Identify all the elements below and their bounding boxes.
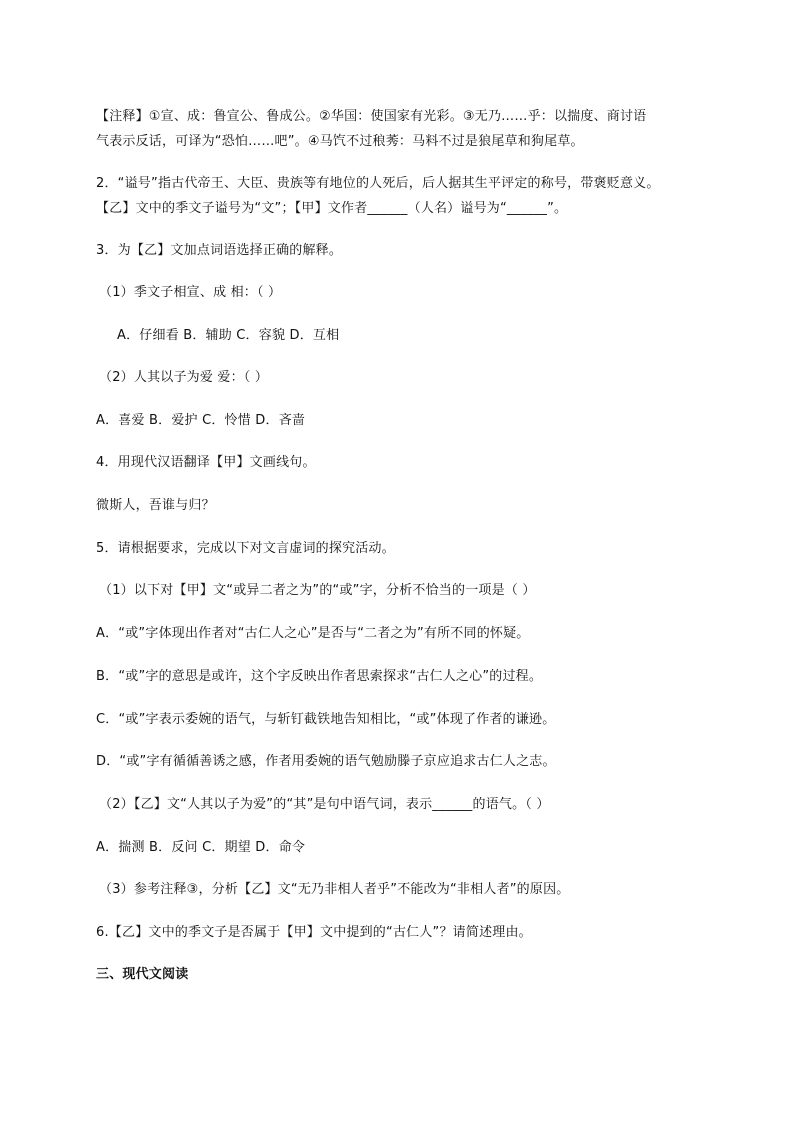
question-5-sub-1-option-c: C．“或”字表示委婉的语气，与斩钉截铁地告知相比，“或”体现了作者的谦逊。	[96, 712, 556, 727]
question-3-sub-1: （1）季文子相宣、成 相：（ ）	[99, 285, 282, 300]
question-5-sub-1: （1）以下对【甲】文“或异二者之为”的“或”字，分析不恰当的一项是（ ）	[99, 583, 536, 598]
question-5-sub-2-options: A．揣测 B．反问 C．期望 D．命令	[96, 840, 306, 855]
annotation-line-1: 【注释】①宣、成：鲁宣公、鲁成公。②华国：使国家有光彩。③无乃……乎：以揣度、商讨语	[96, 109, 647, 124]
question-5-sub-1-option-a: A．“或”字体现出作者对“古仁人之心”是否与“二者之为”有所不同的怀疑。	[96, 626, 530, 641]
question-3-stem: 3．为【乙】文加点词语选择正确的解释。	[96, 243, 343, 258]
section-heading: 三、现代文阅读	[96, 967, 189, 982]
question-3-sub-2-options: A．喜爱 B．爱护 C．怜惜 D．吝啬	[96, 413, 306, 428]
question-5-sub-3: （3）参考注释③，分析【乙】文“无乃非相人者乎”不能改为“非相人者”的原因。	[99, 882, 570, 897]
question-3-sub-1-options: A．仔细看 B．辅助 C．容貌 D．互相	[117, 328, 340, 343]
question-3-sub-2: （2）人其以子为爱 爱：（ ）	[99, 370, 269, 385]
question-5-sub-1-option-d: D．“或”字有循循善诱之感，作者用委婉的语气勉励滕子京应追求古仁人之志。	[96, 754, 556, 769]
question-5-stem: 5．请根据要求，完成以下对文言虚词的探究活动。	[96, 541, 395, 556]
question-2-line-2: 【乙】文中的季文子谥号为“文”；【甲】文作者______（人名）谥号为“______”。	[96, 201, 568, 216]
question-4-sentence: 微斯人，吾谁与归？	[96, 498, 215, 513]
annotation-line-2: 气表示反话，可译为“恐怕……吧”。④马饩不过稂莠：马料不过是狼尾草和狗尾草。	[96, 134, 584, 149]
question-5-sub-2: （2）【乙】文“人其以子为爱”的“其”是句中语气词，表示______的语气。（ ）	[99, 797, 550, 812]
question-2-line-1: 2．“谥号”指古代帝王、大臣、贵族等有地位的人死后，后人据其生平评定的称号，带褒贬意义。	[96, 176, 660, 191]
question-6-stem: 6.【乙】文中的季文子是否属于【甲】文中提到的“古仁人”？请简述理由。	[96, 925, 532, 940]
question-4-stem: 4．用现代汉语翻译【甲】文画线句。	[96, 455, 316, 470]
question-5-sub-1-option-b: B．“或”字的意思是或许，这个字反映出作者思索探求“古仁人之心”的过程。	[96, 669, 543, 684]
